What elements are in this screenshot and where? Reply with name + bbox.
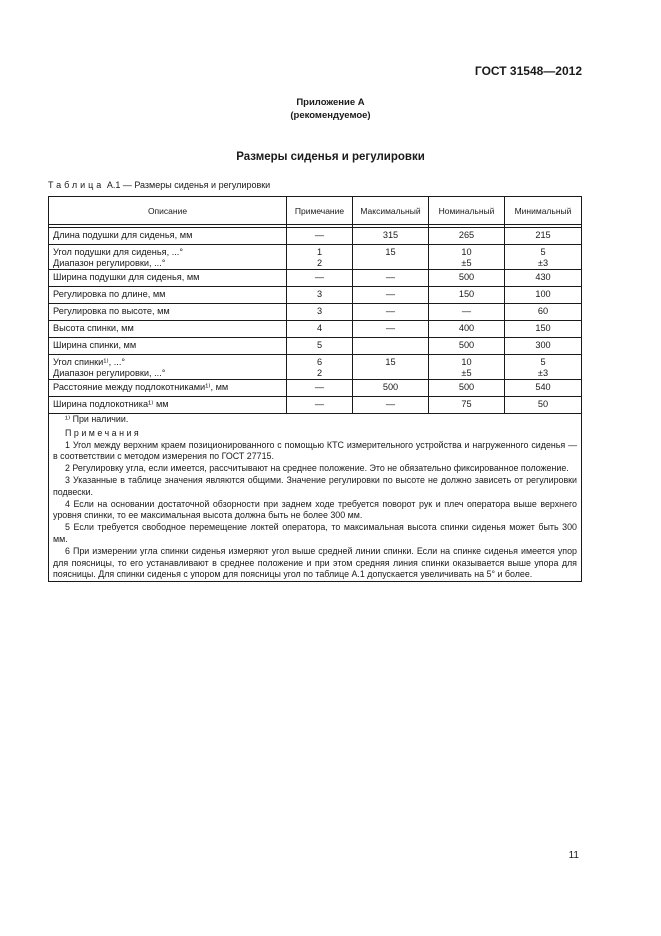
notes-cell — [49, 414, 582, 582]
appendix-heading — [0, 96, 661, 122]
table-row — [49, 304, 582, 321]
cell-note — [287, 355, 353, 380]
cell-description — [49, 270, 287, 287]
appendix-title: Приложение А — [296, 97, 365, 108]
header-min: Минимальный — [505, 197, 582, 225]
cell-nominal — [429, 338, 505, 355]
cell-note — [287, 304, 353, 321]
table-row — [49, 321, 582, 338]
cell-text: 3 — [316, 306, 323, 316]
cell-text: 3 — [316, 289, 323, 299]
cell-text: 5 — [316, 340, 323, 350]
cell-text: Диапазон регулировки, ...° — [53, 368, 166, 378]
cell-text: — — [461, 306, 472, 316]
section-title: Размеры сиденья и регулировки — [236, 151, 425, 163]
cell-description — [49, 355, 287, 380]
cell-text: ±3 — [537, 258, 549, 268]
cell-text: 1 — [316, 247, 323, 257]
cell-text: 4 — [316, 323, 323, 333]
cell-text: — — [385, 323, 396, 333]
cell-text: 2 — [316, 368, 323, 378]
cell-text: Регулировка по высоте, мм — [53, 306, 170, 316]
note-item: 5 Если требуется свободное перемещение локтей оператора, то максимальная высота спинки сиденья может быть 300 мм. — [53, 522, 577, 544]
cell-text: — — [385, 289, 396, 299]
cell-min — [505, 270, 582, 287]
cell-text: Угол подушки для сиденья, ...° — [53, 247, 184, 257]
cell-min — [505, 304, 582, 321]
cell-text: 10 — [461, 357, 472, 367]
cell-text: 315 — [382, 230, 399, 240]
cell-note — [287, 397, 353, 414]
table-row — [49, 397, 582, 414]
cell-description — [49, 338, 287, 355]
cell-min — [505, 397, 582, 414]
cell-text: 150 — [535, 323, 551, 333]
note-item: 1 Угол между верхним краем позиционированного с помощью КТС измерительного устройства и нагруженного сиденья — в соответствии с методом измерения по ГОСТ 27715. — [53, 439, 577, 462]
cell-min — [505, 228, 582, 245]
cell-text: Ширина подушки для сиденья, мм — [53, 272, 200, 282]
cell-min — [505, 338, 582, 355]
cell-text: 265 — [458, 230, 475, 240]
cell-text: — — [314, 382, 325, 392]
cell-nominal — [429, 397, 505, 414]
footnote: ¹⁾ При наличии. — [65, 414, 129, 424]
notes-heading: Примечания — [65, 427, 142, 438]
table-caption-text: А.1 — Размеры сиденья и регулировки — [106, 180, 271, 190]
cell-text: 50 — [537, 399, 549, 409]
cell-text: Длина подушки для сиденья, мм — [53, 230, 193, 240]
cell-text: 100 — [535, 289, 551, 299]
note-item: 3 Указанные в таблице значения являются общими. Значение регулировки по высоте не должно зависеть от регулировки подвески. — [53, 474, 577, 497]
cell-max — [353, 338, 429, 355]
cell-text: Расстояние между подлокотниками¹⁾, мм — [53, 382, 229, 392]
cell-min — [505, 245, 582, 270]
cell-text: — — [385, 399, 396, 409]
cell-max — [353, 270, 429, 287]
cell-note — [287, 245, 353, 270]
cell-min — [505, 355, 582, 380]
table-caption — [48, 180, 270, 190]
cell-text: 15 — [385, 247, 396, 257]
table-caption-prefix: Таблица — [48, 180, 105, 190]
cell-text: Ширина спинки, мм — [53, 340, 137, 350]
cell-text: 500 — [458, 340, 475, 350]
cell-nominal — [429, 270, 505, 287]
cell-text: — — [385, 272, 396, 282]
cell-max — [353, 228, 429, 245]
cell-text: 500 — [458, 272, 475, 282]
cell-nominal — [429, 228, 505, 245]
cell-max — [353, 287, 429, 304]
note-item: 4 Если на основании достаточной обзорности при заднем ходе требуется поворот рук и плеч оператора выше верхнего уровня спинки, то ее максимальная высота должна быть не более 300 мм. — [53, 498, 577, 521]
cell-nominal — [429, 380, 505, 397]
cell-max — [353, 304, 429, 321]
cell-note — [287, 287, 353, 304]
cell-note — [287, 380, 353, 397]
cell-description — [49, 245, 287, 270]
cell-text: 300 — [535, 340, 551, 350]
cell-nominal — [429, 321, 505, 338]
cell-description — [49, 228, 287, 245]
cell-nominal — [429, 287, 505, 304]
cell-text: ±5 — [461, 368, 472, 378]
cell-text: 430 — [535, 272, 551, 282]
note-item: 2 Регулировку угла, если имеется, рассчитывают на среднее положение. Это не обязательно фиксированное положение. — [65, 463, 569, 474]
cell-text: Угол спинки¹⁾, ...° — [53, 357, 126, 367]
cell-note — [287, 228, 353, 245]
appendix-subtitle: (рекомендуемое) — [290, 110, 371, 121]
header-description: Описание — [49, 197, 287, 225]
cell-description — [49, 287, 287, 304]
cell-text: 60 — [537, 306, 549, 316]
cell-text: 215 — [535, 230, 551, 240]
cell-text: 15 — [385, 357, 396, 367]
cell-text: 500 — [382, 382, 399, 392]
cell-nominal — [429, 245, 505, 270]
table-row — [49, 245, 582, 270]
cell-description — [49, 397, 287, 414]
cell-text: 2 — [316, 258, 323, 268]
cell-description — [49, 321, 287, 338]
cell-text: ±3 — [537, 368, 549, 378]
dimensions-table — [48, 196, 582, 582]
cell-text: 5 — [540, 357, 546, 367]
standard-code: ГОСТ 31548—2012 — [474, 64, 582, 78]
table-row — [49, 270, 582, 287]
cell-description — [49, 380, 287, 397]
cell-max — [353, 397, 429, 414]
cell-text: — — [314, 230, 325, 240]
cell-min — [505, 287, 582, 304]
cell-text: 75 — [461, 399, 472, 409]
table-row — [49, 287, 582, 304]
cell-note — [287, 270, 353, 287]
cell-nominal — [429, 304, 505, 321]
table-header-row — [49, 197, 582, 225]
cell-text: 10 — [461, 247, 472, 257]
cell-nominal — [429, 355, 505, 380]
cell-text: — — [314, 272, 325, 282]
cell-text: 150 — [458, 289, 475, 299]
cell-text: 400 — [458, 323, 475, 333]
cell-max — [353, 380, 429, 397]
header-note: Примечание — [287, 197, 353, 225]
cell-description — [49, 304, 287, 321]
note-item: 6 При измерении угла спинки сиденья измеряют угол выше средней линии спинки. Если на спинке сиденья имеется упор для поясницы, то его устанавливают в среднее положение и при этом средняя линия спинки оказывается выше упора для поясницы. Для спинки сиденья с упором для поясницы угол по таблице А.1 допускается увеличивать на 5° и более. — [53, 545, 577, 580]
cell-note — [287, 321, 353, 338]
cell-text: Ширина подлокотника¹⁾ мм — [53, 399, 169, 409]
cell-min — [505, 380, 582, 397]
cell-text: Регулировка по длине, мм — [53, 289, 166, 299]
cell-max — [353, 245, 429, 270]
cell-max — [353, 355, 429, 380]
table-row — [49, 228, 582, 245]
cell-text: ±5 — [461, 258, 472, 268]
cell-text: 540 — [535, 382, 551, 392]
cell-note — [287, 338, 353, 355]
cell-text: 5 — [540, 247, 546, 257]
table-row — [49, 380, 582, 397]
notes-row — [49, 414, 582, 582]
cell-max — [353, 321, 429, 338]
header-nominal: Номинальный — [429, 197, 505, 225]
cell-min — [505, 321, 582, 338]
cell-text: — — [314, 399, 325, 409]
cell-text: 500 — [458, 382, 475, 392]
cell-text: 6 — [316, 357, 323, 367]
table-row — [49, 355, 582, 380]
cell-text: Высота спинки, мм — [53, 323, 134, 333]
cell-text: — — [385, 306, 396, 316]
header-max: Максимальный — [353, 197, 429, 225]
table-row — [49, 338, 582, 355]
cell-text: Диапазон регулировки, ...° — [53, 258, 166, 268]
page-number: 11 — [568, 850, 579, 861]
